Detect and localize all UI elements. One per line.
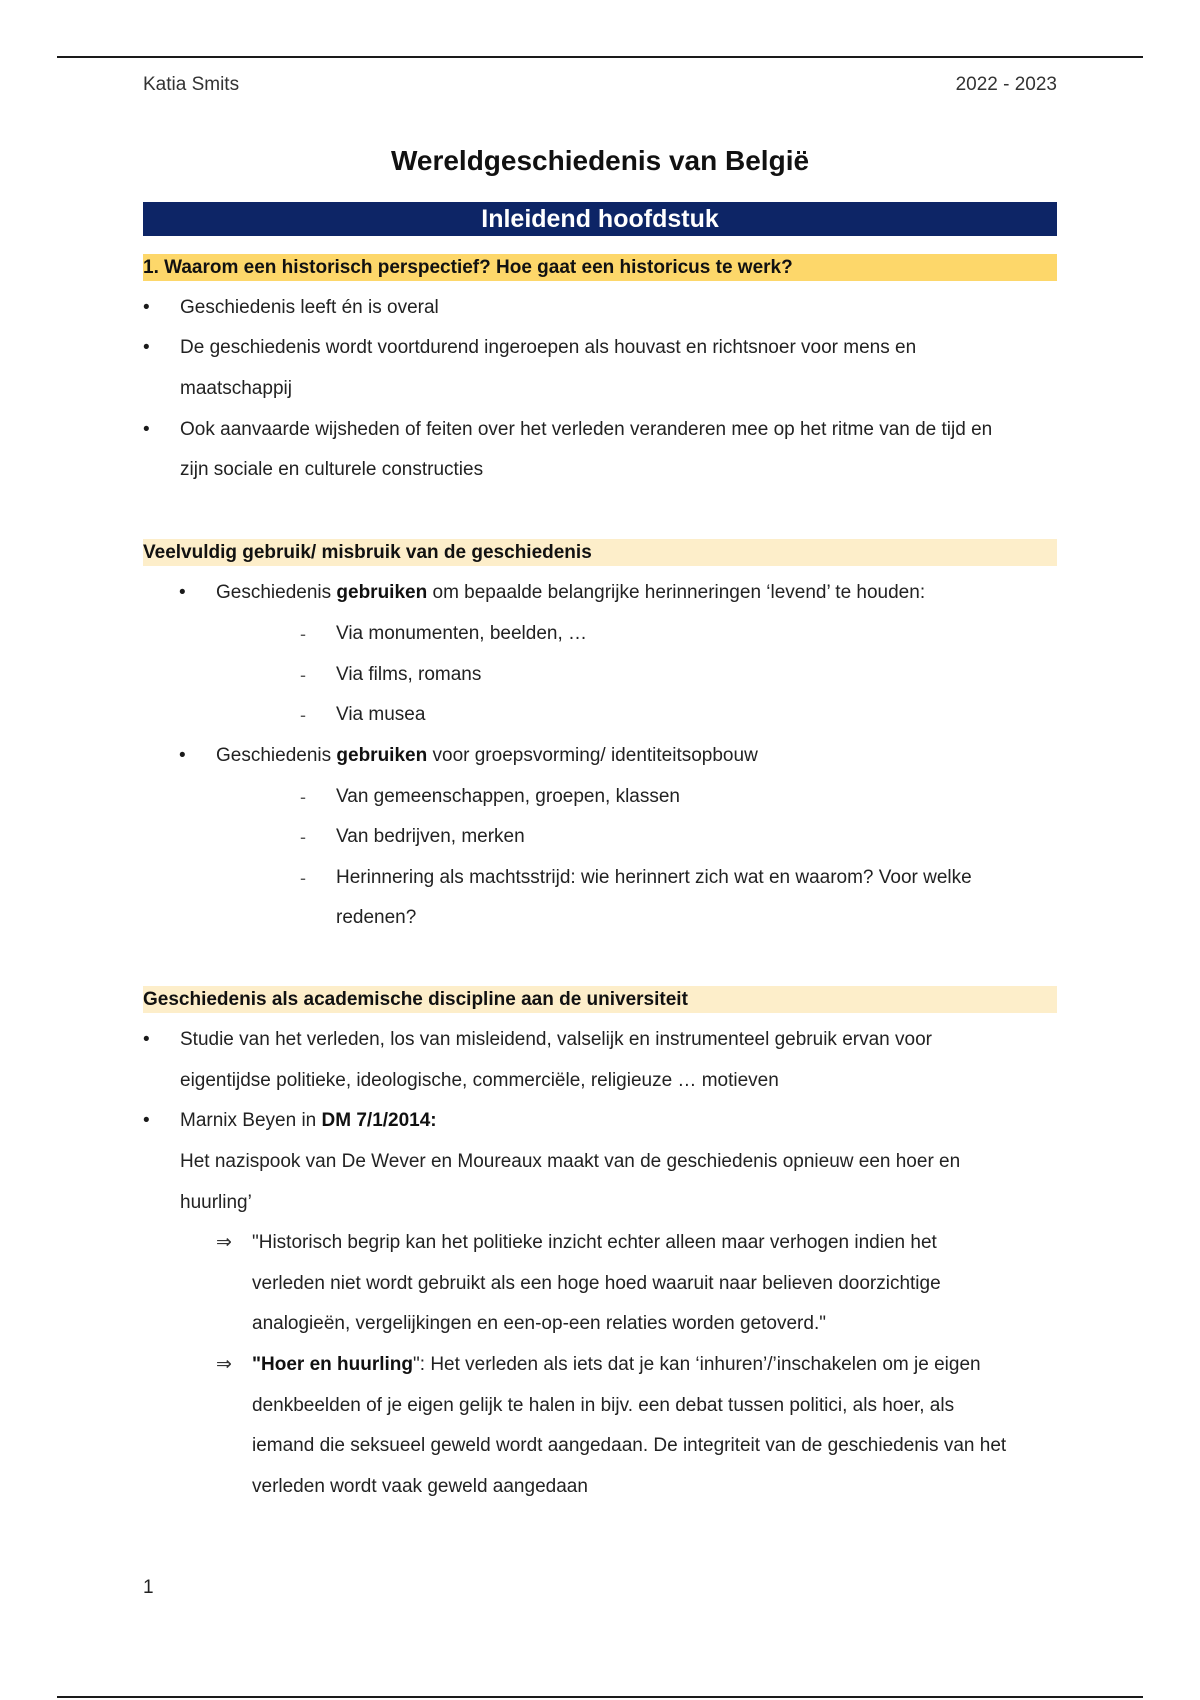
bullet-icon: • [143, 419, 150, 440]
list-item: Marnix Beyen in DM 7/1/2014: [180, 1110, 437, 1131]
quote-line: Het nazispook van De Wever en Moureaux maakt van de geschiedenis opnieuw een hoer en [180, 1151, 961, 1172]
bullet-icon: • [143, 1029, 150, 1050]
sub-list-item: Herinnering als machtsstrijd: wie herinnert zich wat en waarom? Voor welke [336, 867, 972, 888]
list-item: De geschiedenis wordt voortdurend ingeroepen als houvast en richtsnoer voor mens en [180, 337, 917, 358]
list-item: Ook aanvaarde wijsheden of feiten over het verleden veranderen mee op het ritme van de tijd en [180, 419, 993, 440]
dash-icon: - [300, 705, 306, 725]
list-item: Geschiedenis gebruiken voor groepsvorming/ identiteitsopbouw [216, 745, 758, 766]
bullet-icon: • [179, 745, 186, 766]
document-title: Wereldgeschiedenis van België [390, 145, 810, 176]
arrow-item-continued: denkbeelden of je eigen gelijk te halen in bijv. een debat tussen politici, als hoer, als [252, 1395, 955, 1416]
bullet-icon: • [143, 297, 150, 318]
list-item-continued: eigentijdse politieke, ideologische, commerciële, religieuze … motieven [180, 1070, 779, 1091]
bullet-icon: • [143, 1110, 150, 1131]
page-header [143, 74, 1057, 96]
section-heading-2: Veelvuldig gebruik/ misbruik van de geschiedenis [143, 539, 1057, 566]
author-name: Katia Smits [143, 74, 240, 95]
sub-list-item: Via musea [336, 704, 426, 725]
dash-icon: - [300, 827, 306, 847]
sub-list-item-continued: redenen? [336, 907, 417, 928]
list-item-continued: maatschappij [180, 378, 292, 399]
sub-list-item: Van bedrijven, merken [336, 826, 525, 847]
list-item: Geschiedenis gebruiken om bepaalde belangrijke herinneringen ‘levend’ te houden: [216, 582, 926, 603]
implies-arrow-icon: ⇒ [216, 1232, 232, 1253]
bullet-icon: • [143, 337, 150, 358]
dash-icon: - [300, 624, 306, 644]
arrow-item-continued: iemand die seksueel geweld wordt aangedaan. De integriteit van de geschiedenis van het [252, 1435, 1007, 1456]
list-item: Geschiedenis leeft én is overal [180, 297, 439, 318]
section-heading-1: 1. Waarom een historisch perspectief? Hoe gaat een historicus te werk? [143, 254, 1057, 281]
bullet-icon: • [179, 582, 186, 603]
sub-list-item: Van gemeenschappen, groepen, klassen [336, 786, 681, 807]
chapter-heading: Inleidend hoofdstuk [143, 202, 1057, 236]
dash-icon: - [300, 787, 306, 807]
dash-icon: - [300, 868, 306, 888]
academic-year: 2022 - 2023 [955, 74, 1057, 95]
implies-arrow-icon: ⇒ [216, 1354, 232, 1375]
sub-list-item: Via films, romans [336, 664, 482, 685]
page-number: 1 [143, 1577, 154, 1598]
arrow-item-continued: verleden niet wordt gebruikt als een hoge hoed waaruit naar believen doorzichtige [252, 1273, 941, 1294]
arrow-item: "Hoer en huurling": Het verleden als iets dat je kan ‘inhuren’/’inschakelen om je eigen [252, 1354, 981, 1375]
list-item-continued: zijn sociale en culturele constructies [180, 459, 484, 480]
section-heading-3: Geschiedenis als academische discipline aan de universiteit [143, 986, 1057, 1013]
sub-list-item: Via monumenten, beelden, … [336, 623, 588, 644]
list-item: Studie van het verleden, los van misleidend, valselijk en instrumenteel gebruik ervan voor [180, 1029, 932, 1050]
arrow-item: "Historisch begrip kan het politieke inzicht echter alleen maar verhogen indien het [252, 1232, 937, 1253]
dash-icon: - [300, 665, 306, 685]
top-rule [57, 56, 1143, 58]
arrow-item-continued: verleden wordt vaak geweld aangedaan [252, 1476, 588, 1497]
bottom-rule [57, 1696, 1143, 1698]
arrow-item-continued: analogieën, vergelijkingen en een-op-een relaties worden getoverd." [252, 1313, 826, 1334]
quote-line: huurling’ [180, 1192, 252, 1213]
